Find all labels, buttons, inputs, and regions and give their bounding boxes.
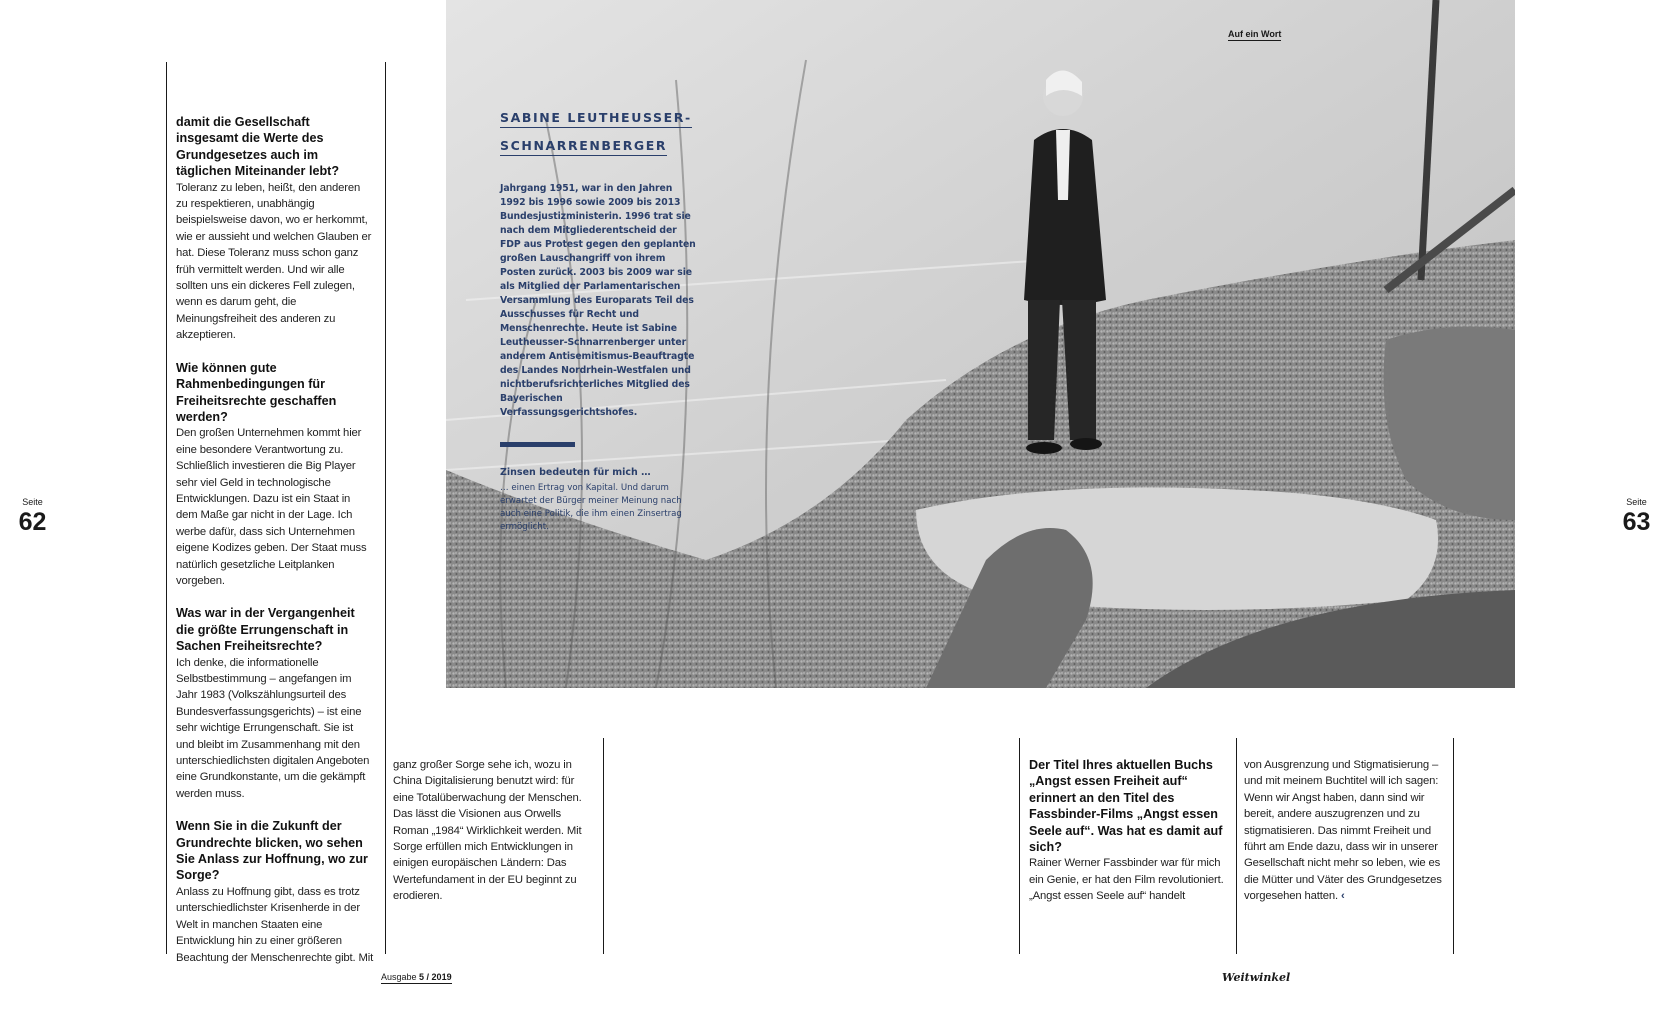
page-number-right [1614,497,1659,535]
interview-answer: Rainer Werner Fassbinder war für mich ein Genie, er hat den Film revolutioniert. „Angst essen Seele auf“ handelt [1029,857,1224,903]
interview-question: damit die Gesellschaft insgesamt die Werte des Grundgesetzes auch im täglichen Miteinander lebt? [176,115,340,179]
brand-logo: Weitwinkel [1222,971,1291,984]
page-label: Seite [22,497,43,507]
page-number-left [10,497,55,535]
interest-answer: … einen Ertrag von Kapital. Und darum erwartet der Bürger meiner Meinung nach auch eine Politik, die ihm einen Zinsertrag ermöglicht. [500,483,682,532]
end-mark-icon: ‹ [1341,890,1345,903]
article-column-1 [176,114,374,966]
column-rule [1453,738,1454,954]
column-rule [1236,738,1237,954]
column-rule [603,738,604,954]
interview-answer: ganz großer Sorge sehe ich, wozu in China Digitalisierung benutzt wird: für eine Totalüberwachung der Menschen. Das lässt die Visionen aus Orwells Roman „1984“ Wirklichkeit werden. Mit Sorge erfüllen mich Entwicklungen in einigen europäischen Ländern: Das Wertefundament in der EU beginnt zu erodieren. [393,759,582,903]
column-rule [385,738,386,954]
interview-answer: Ich denke, die informationelle Selbstbestimmung – angefangen im Jahr 1983 (Volkszählungsurteil des Bundesverfassungsgerichts) – ist eine sehr wichtige Errungenschaft. Sie ist und bleibt im Zusammenhang mit den unterschiedlichsten digitalen Angeboten eine Grundkonstante, um die gekämpft werden muss. [176,656,370,800]
column-rule [166,62,167,954]
interview-question: Der Titel Ihres aktuellen Buchs „Angst essen Freiheit auf“ erinnert an den Titel des Fassbinder-Films „Angst essen Seele auf“. Was hat es damit auf sich? [1029,758,1223,855]
column-rule [1019,738,1020,954]
section-kicker: Auf ein Wort [1228,29,1282,39]
answer-text: von Ausgrenzung und Stigmatisierung – und mit meinem Buchtitel will ich sagen: Wenn wir Angst haben, dann sind wir bereit, andere auszugrenzen und zu stigmatisieren. Das nimmt Freiheit und führt am Ende dazu, dass wir in unserer Gesellschaft nicht mehr so leben, wie es die Mütter und Väter des Grundgesetzes vorgesehen hatten. [1244,759,1442,903]
interview-question: Wie können gute Rahmenbedingungen für Freiheitsrechte geschaffen werden? [176,360,337,424]
page-label: Seite [1626,497,1647,507]
profile-divider [500,442,575,447]
issue-value: 5 / 2019 [419,972,452,982]
profile-name-line2: SCHNARRENBERGER [500,138,667,156]
article-column-3 [1029,757,1227,905]
article-column-2 [393,757,593,905]
interview-question: Was war in der Vergangenheit die größte Errungenschaft in Sachen Freiheitsrechte? [176,606,355,654]
interview-answer [1244,757,1444,905]
interview-answer: Anlass zu Hoffnung gibt, dass es trotz unterschiedlichster Krisenherde in der Welt in manchen Staaten eine Entwicklung hin zu einer größeren Beachtung der Menschenrechte gibt. Mit [176,885,374,964]
interest-question: Zinsen bedeuten für mich … [500,467,651,478]
page-number: 62 [18,508,47,536]
page-number: 63 [1622,508,1651,536]
interview-question: Wenn Sie in die Zukunft der Grundrechte blicken, wo sehen Sie Anlass zur Hoffnung, wo zur Sorge? [176,819,368,883]
interview-answer: Den großen Unternehmen kommt hier eine besondere Verantwortung zu. Schließlich investieren die Big Player sehr viel Geld in technologische Entwicklungen. Dazu ist ein Staat in dem Maße gar nicht in der Lage. Ich werbe dafür, dass sich Unternehmen eigene Kodizes geben. Der Staat muss natürlich gesetzliche Leitplanken vorgeben. [176,427,367,587]
profile-name [500,104,700,160]
issue-prefix: Ausgabe [381,972,417,982]
interview-answer: Toleranz zu leben, heißt, den anderen zu respektieren, unabhängig beispielsweise davon, wo er herkommt, wie er aussieht und welchen Glauben er hat. Diese Toleranz muss schon ganz früh vermittelt werden. Und wir alle sollten uns ein dickeres Fell zulegen, wenn es darum geht, die Meinungsfreiheit des anderen zu akzeptieren. [176,181,372,342]
profile-bio: Jahrgang 1951, war in den Jahren 1992 bis 1996 sowie 2009 bis 2013 Bundesjustizministerin. 1996 trat sie nach dem Mitgliederentscheid der FDP aus Protest gegen den geplanten großen Lauschangriff von ihrem Posten zurück. 2003 bis 2009 war sie als Mitglied der Parlamentarischen Versammlung des Europarats Teil des Ausschusses für Recht und Menschenrechte. Heute ist Sabine Leutheusser-Schnarrenberger unter anderem Antisemitismus-Beauftragte des Landes Nordrhein-Westfalen und nichtberufsrichterliches Mitglied des Bayerischen Verfassungsgerichtshofes. [500,183,696,418]
article-column-4 [1244,757,1444,905]
profile-box [500,104,700,534]
profile-name-line1: SABINE LEUTHEUSSER- [500,110,692,128]
issue-label [381,972,452,984]
